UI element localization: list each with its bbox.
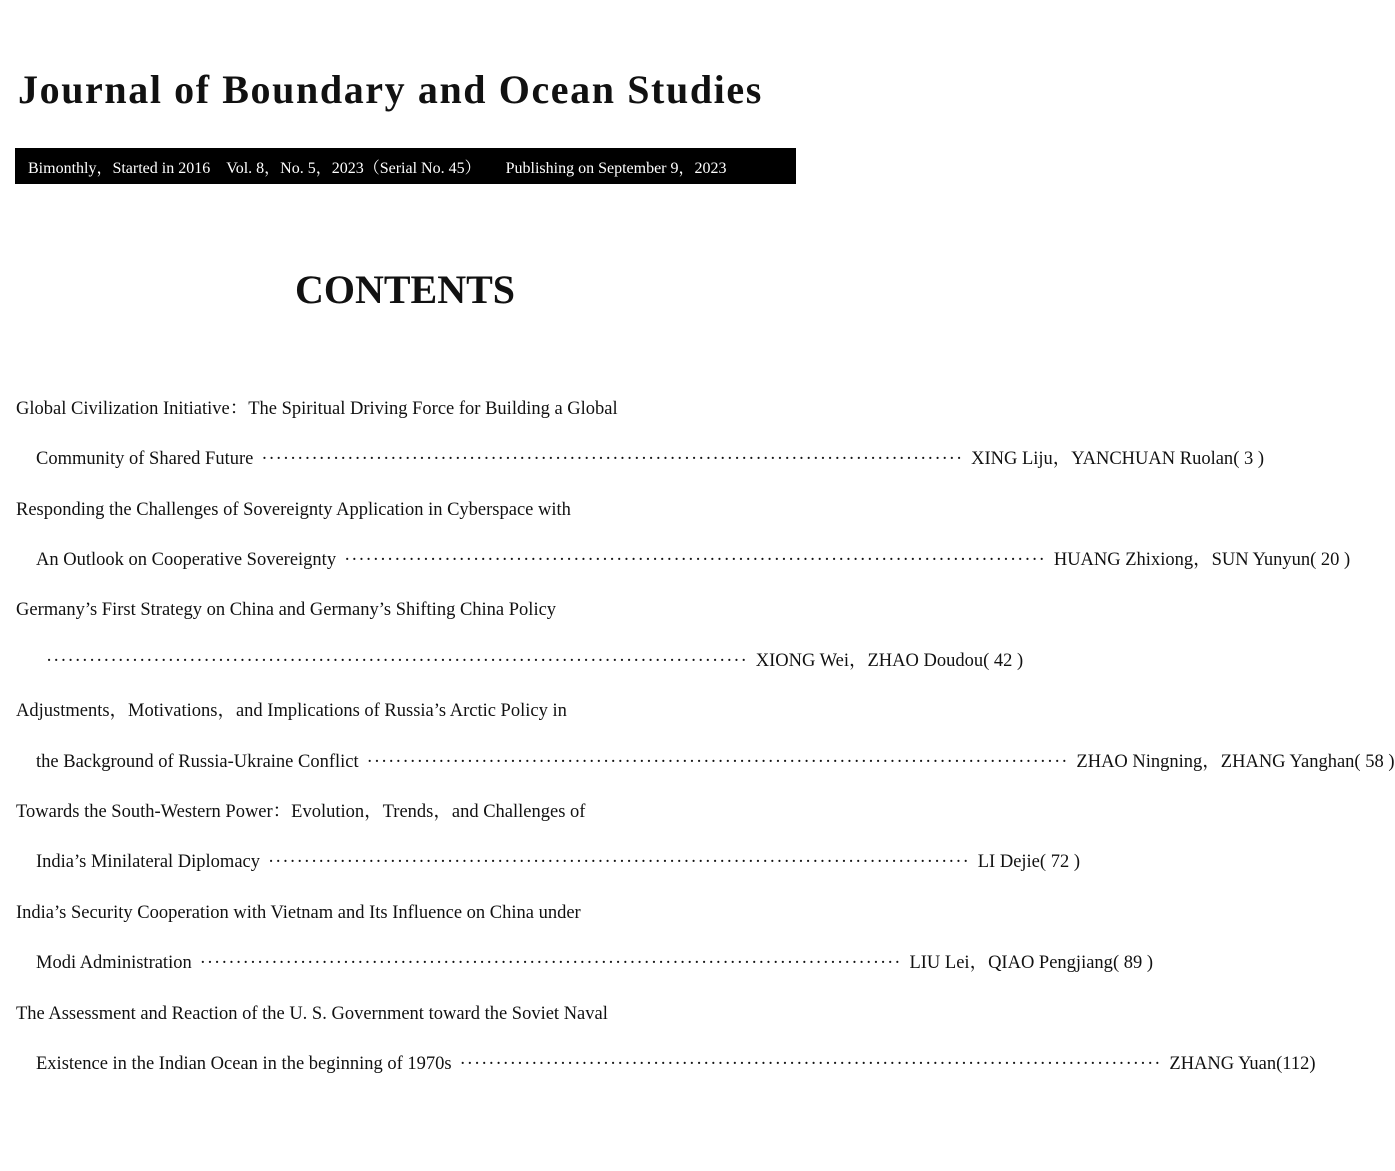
toc-entry-title: Responding the Challenges of Sovereignty Application in Cyberspace with (16, 500, 571, 520)
toc-entry-page: ( 58 ) (1354, 752, 1395, 772)
toc-entry-byline (36, 947, 1154, 979)
issue-text: Vol. 8，No. 5，2023（Serial No. 45） (226, 159, 481, 177)
toc-entry-page: (112) (1276, 1054, 1316, 1074)
toc-entry-page: ( 89 ) (1112, 953, 1154, 973)
toc-entry-subtitle: India’s Minilateral Diplomacy (36, 852, 260, 872)
toc-entry-title: The Assessment and Reaction of the U. S. Government toward the Soviet Naval (16, 1004, 608, 1024)
toc-entry-byline (36, 544, 1351, 576)
toc-entry-authors: XIONG Wei，ZHAO Doudou (755, 651, 984, 671)
toc-entry-title: Towards the South-Western Power：Evolution，Trends，and Challenges of (16, 802, 586, 822)
toc-entry-subtitle: An Outlook on Cooperative Sovereignty (36, 550, 337, 570)
toc-entry-title: Global Civilization Initiative：The Spiritual Driving Force for Building a Global (16, 399, 618, 419)
leader-dots: ·································································································· (199, 953, 902, 973)
toc-entry-subtitle: the Background of Russia-Ukraine Conflict (36, 752, 359, 772)
leader-dots: ·································································································· (46, 651, 748, 671)
leader-dots: ·································································································· (344, 550, 1046, 570)
toc-entry-title: Germany’s First Strategy on China and Germany’s Shifting China Policy (16, 600, 557, 620)
toc-entry-byline (36, 846, 1080, 878)
toc-entry-page: ( 72 ) (1039, 852, 1080, 872)
leader-dots: ·································································································· (459, 1054, 1162, 1074)
publishing-date-text: Publishing on September 9，2023 (505, 159, 727, 177)
toc-entry-page: ( 42 ) (983, 651, 1024, 671)
toc-entry-subtitle: Existence in the Indian Ocean in the beginning of 1970s (36, 1054, 452, 1074)
toc-entry-byline (36, 1048, 1316, 1080)
leader-dots: ·································································································· (261, 449, 964, 469)
toc-entry-byline (36, 443, 1265, 475)
toc-entry-page: ( 3 ) (1233, 449, 1265, 469)
toc-entry-subtitle: Community of Shared Future (36, 449, 254, 469)
leader-dots: ·································································································· (268, 852, 970, 872)
toc-entry-authors: LIU Lei，QIAO Pengjiang (909, 953, 1113, 973)
toc-entry-authors: HUANG Zhixiong，SUN Yunyun (1053, 550, 1311, 570)
issue-banner (15, 148, 796, 184)
toc-entry-authors: XING Liju，YANCHUAN Ruolan (971, 449, 1234, 469)
toc-entry-byline (36, 746, 1395, 778)
toc-entry-authors: ZHAO Ningning，ZHANG Yanghan (1076, 752, 1355, 772)
frequency-text: Bimonthly，Started in 2016 (28, 159, 211, 177)
toc-entry-authors: LI Dejie (977, 852, 1040, 872)
journal-title: Journal of Boundary and Ocean Studies (18, 67, 763, 112)
toc-entry-authors: ZHANG Yuan (1169, 1054, 1277, 1074)
toc-entry-subtitle: Modi Administration (36, 953, 192, 973)
toc-entry-page: ( 20 ) (1310, 550, 1351, 570)
toc-entry-title: India’s Security Cooperation with Vietnam and Its Influence on China under (16, 903, 581, 923)
toc-entry-title: Adjustments，Motivations，and Implications of Russia’s Arctic Policy in (16, 701, 567, 721)
leader-dots: ·································································································· (366, 752, 1069, 772)
toc-entry-byline (46, 645, 1024, 677)
contents-heading: CONTENTS (294, 267, 516, 312)
